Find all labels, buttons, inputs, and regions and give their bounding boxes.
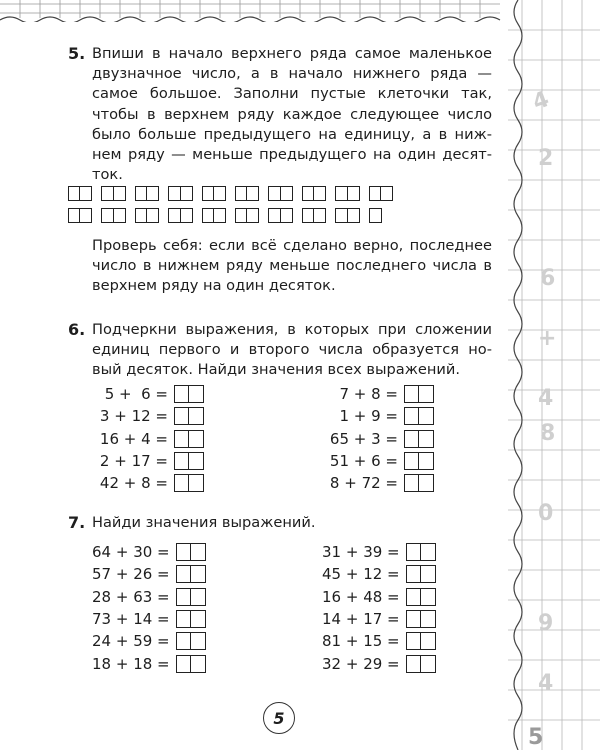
check-line: число в нижнем ряду меньше последнего числа в bbox=[92, 257, 492, 275]
answer-digit-cell[interactable] bbox=[420, 632, 436, 650]
answer-digit-cell[interactable] bbox=[420, 565, 436, 583]
svg-text:4: 4 bbox=[538, 386, 554, 411]
side-strip-decoration bbox=[508, 0, 600, 750]
answer-digit-cell[interactable] bbox=[188, 407, 204, 425]
digit-cell[interactable] bbox=[280, 208, 293, 223]
task-5-line: ток. bbox=[92, 166, 123, 184]
answer-box bbox=[176, 588, 206, 606]
two-digit-box bbox=[168, 208, 192, 224]
task-5-line: самое большое. Заполни пустые клеточки так, bbox=[92, 85, 492, 103]
digit-cell[interactable] bbox=[146, 186, 159, 201]
two-digit-box bbox=[135, 186, 159, 202]
answer-digit-cell[interactable] bbox=[188, 430, 204, 448]
expression-text: 32 + 29 = bbox=[322, 654, 400, 673]
answer-digit-cell[interactable] bbox=[190, 565, 206, 583]
digit-cell[interactable] bbox=[280, 186, 293, 201]
expression-row bbox=[92, 654, 206, 674]
answer-box bbox=[176, 610, 206, 628]
answer-box bbox=[404, 474, 434, 492]
expression-text: 64 + 30 = bbox=[92, 543, 170, 561]
answer-box bbox=[406, 655, 436, 673]
answer-box bbox=[174, 385, 204, 403]
two-digit-box bbox=[335, 186, 359, 202]
answer-digit-cell[interactable] bbox=[418, 407, 434, 425]
answer-digit-cell[interactable] bbox=[418, 385, 434, 403]
digit-cell[interactable] bbox=[246, 186, 259, 201]
expression-text: 16 + 4 = bbox=[99, 429, 168, 448]
answer-box bbox=[174, 452, 204, 470]
answer-box bbox=[176, 655, 206, 673]
answer-digit-cell[interactable] bbox=[190, 543, 206, 561]
svg-text:4: 4 bbox=[538, 671, 554, 696]
expression-row bbox=[322, 451, 434, 471]
top-number-row bbox=[68, 186, 402, 202]
task-5-text bbox=[92, 44, 492, 185]
expression-text: 14 + 17 = bbox=[322, 609, 400, 628]
answer-digit-cell[interactable] bbox=[190, 588, 206, 606]
answer-digit-cell[interactable] bbox=[190, 655, 206, 673]
svg-text:6: 6 bbox=[540, 266, 556, 291]
expression-text: 28 + 63 = bbox=[92, 587, 170, 606]
expression-text: 8 + 72 = bbox=[329, 474, 398, 493]
task-5-line: двузначное число, а в начало нижнего ряда — bbox=[92, 65, 492, 83]
answer-box bbox=[404, 430, 434, 448]
digit-cell[interactable] bbox=[146, 208, 159, 223]
two-digit-box bbox=[101, 208, 125, 224]
digit-cell[interactable] bbox=[347, 186, 360, 201]
svg-text:+: + bbox=[538, 326, 557, 351]
answer-box bbox=[174, 474, 204, 492]
answer-digit-cell[interactable] bbox=[188, 474, 204, 492]
expression-text: 31 + 39 = bbox=[322, 543, 400, 561]
expression-text: 1 + 9 = bbox=[339, 407, 398, 426]
answer-digit-cell[interactable] bbox=[188, 385, 204, 403]
digit-cell[interactable] bbox=[79, 208, 92, 223]
answer-digit-cell[interactable] bbox=[190, 610, 206, 628]
answer-box bbox=[176, 565, 206, 583]
answer-digit-cell[interactable] bbox=[190, 632, 206, 650]
expression-text: 3 + 12 = bbox=[99, 407, 168, 426]
svg-text:9: 9 bbox=[538, 611, 554, 636]
page-number: 5 bbox=[263, 702, 295, 734]
digit-cell[interactable] bbox=[213, 186, 226, 201]
task-6-line: вый десяток. Найди значения всех выражений. bbox=[92, 361, 461, 379]
expression-row bbox=[322, 587, 436, 607]
answer-box bbox=[406, 588, 436, 606]
bottom-number-row bbox=[68, 208, 391, 224]
answer-digit-cell[interactable] bbox=[418, 430, 434, 448]
answer-digit-cell[interactable] bbox=[418, 474, 434, 492]
two-digit-box bbox=[68, 208, 92, 224]
digit-cell[interactable] bbox=[180, 186, 193, 201]
digit-cell[interactable] bbox=[113, 186, 126, 201]
digit-cell[interactable] bbox=[380, 186, 393, 201]
two-digit-box bbox=[268, 186, 292, 202]
two-digit-box bbox=[369, 186, 393, 202]
expression-text: 16 + 48 = bbox=[322, 587, 400, 606]
task-5-line: чтобы в верхнем ряду каждое следующее число bbox=[92, 105, 492, 123]
two-digit-box bbox=[202, 208, 226, 224]
expression-text: 73 + 14 = bbox=[92, 609, 170, 628]
expression-text: 81 + 15 = bbox=[322, 632, 400, 651]
task-6-text bbox=[92, 320, 492, 381]
two-digit-box bbox=[101, 186, 125, 202]
task-7-text bbox=[92, 513, 492, 533]
answer-box bbox=[406, 543, 436, 561]
task-6-line: Подчеркни выражения, в которых при сложении bbox=[92, 321, 492, 338]
expression-text: 65 + 3 = bbox=[329, 429, 398, 448]
check-line: Проверь себя: если всё сделано верно, последнее bbox=[92, 237, 492, 254]
two-digit-box bbox=[68, 186, 92, 202]
expression-row bbox=[92, 564, 206, 584]
expression-row bbox=[92, 473, 204, 493]
digit-cell[interactable] bbox=[113, 208, 126, 223]
expression-text: 2 + 17 = bbox=[99, 451, 168, 470]
expression-text: 57 + 26 = bbox=[92, 565, 170, 584]
digit-cell[interactable] bbox=[180, 208, 193, 223]
expression-row bbox=[322, 609, 436, 629]
expression-row bbox=[322, 542, 436, 562]
two-digit-box bbox=[202, 186, 226, 202]
svg-text:4: 4 bbox=[529, 86, 553, 116]
task-7-number: 7. bbox=[68, 513, 86, 532]
expression-row bbox=[322, 429, 434, 449]
answer-box bbox=[174, 407, 204, 425]
two-digit-box bbox=[235, 208, 259, 224]
expression-row bbox=[92, 429, 204, 449]
one-digit-box bbox=[369, 208, 382, 224]
svg-text:8: 8 bbox=[540, 421, 556, 446]
answer-box bbox=[176, 543, 206, 561]
answer-box bbox=[406, 565, 436, 583]
expression-text: 24 + 59 = bbox=[92, 632, 170, 651]
task-5-line: было больше предыдущего на единицу, а в ниж- bbox=[92, 125, 492, 143]
task-5-line: нем ряду — меньше предыдущего на один десят- bbox=[92, 146, 492, 164]
two-digit-box bbox=[235, 186, 259, 202]
answer-box bbox=[404, 452, 434, 470]
answer-box bbox=[176, 632, 206, 650]
digit-cell[interactable] bbox=[313, 186, 326, 201]
expression-row bbox=[322, 384, 434, 404]
expression-row bbox=[322, 406, 434, 426]
two-digit-box bbox=[135, 208, 159, 224]
two-digit-box bbox=[268, 208, 292, 224]
expression-row bbox=[322, 654, 436, 674]
task-5-check-text bbox=[92, 236, 492, 297]
digit-cell[interactable] bbox=[79, 186, 92, 201]
expression-row bbox=[92, 587, 206, 607]
answer-digit-cell[interactable] bbox=[420, 543, 436, 561]
expression-row bbox=[92, 609, 206, 629]
check-line: верхнем ряду на один десяток. bbox=[92, 277, 336, 295]
task-6-number: 6. bbox=[68, 320, 86, 339]
expression-row bbox=[92, 631, 206, 651]
answer-digit-cell[interactable] bbox=[188, 452, 204, 470]
answer-digit-cell[interactable] bbox=[418, 452, 434, 470]
svg-text:0: 0 bbox=[538, 501, 554, 526]
digit-cell[interactable] bbox=[369, 208, 382, 223]
task-5-number: 5. bbox=[68, 44, 86, 63]
expression-text: 7 + 8 = bbox=[339, 385, 398, 403]
task-6-line: единиц первого и второго числа образуется но- bbox=[92, 341, 492, 359]
expression-text: 42 + 8 = bbox=[99, 474, 168, 493]
expression-text: 45 + 12 = bbox=[322, 565, 400, 584]
expression-row bbox=[322, 564, 436, 584]
two-digit-box bbox=[168, 186, 192, 202]
digit-cell[interactable] bbox=[313, 208, 326, 223]
answer-digit-cell[interactable] bbox=[420, 588, 436, 606]
expression-row bbox=[322, 631, 436, 651]
expression-row bbox=[322, 473, 434, 493]
two-digit-box bbox=[302, 186, 326, 202]
answer-digit-cell[interactable] bbox=[420, 655, 436, 673]
svg-text:2: 2 bbox=[538, 146, 554, 171]
answer-box bbox=[406, 610, 436, 628]
answer-box bbox=[404, 385, 434, 403]
expression-text: 18 + 18 = bbox=[92, 654, 170, 673]
expression-row bbox=[92, 542, 206, 562]
expression-text: 5 + 6 = bbox=[104, 385, 168, 403]
task-5-line: Впиши в начало верхнего ряда самое маленькое bbox=[92, 45, 492, 62]
answer-box bbox=[406, 632, 436, 650]
digit-cell[interactable] bbox=[246, 208, 259, 223]
digit-cell[interactable] bbox=[213, 208, 226, 223]
two-digit-box bbox=[302, 208, 326, 224]
expression-row bbox=[92, 384, 204, 404]
expression-row bbox=[92, 406, 204, 426]
task-7-line: Найди значения выражений. bbox=[92, 514, 316, 531]
two-digit-box bbox=[335, 208, 359, 224]
answer-digit-cell[interactable] bbox=[420, 610, 436, 628]
answer-box bbox=[404, 407, 434, 425]
side-strip-digit: 5 bbox=[528, 725, 544, 750]
expression-row bbox=[92, 451, 204, 471]
expression-text: 51 + 6 = bbox=[329, 451, 398, 470]
answer-box bbox=[174, 430, 204, 448]
digit-cell[interactable] bbox=[347, 208, 360, 223]
